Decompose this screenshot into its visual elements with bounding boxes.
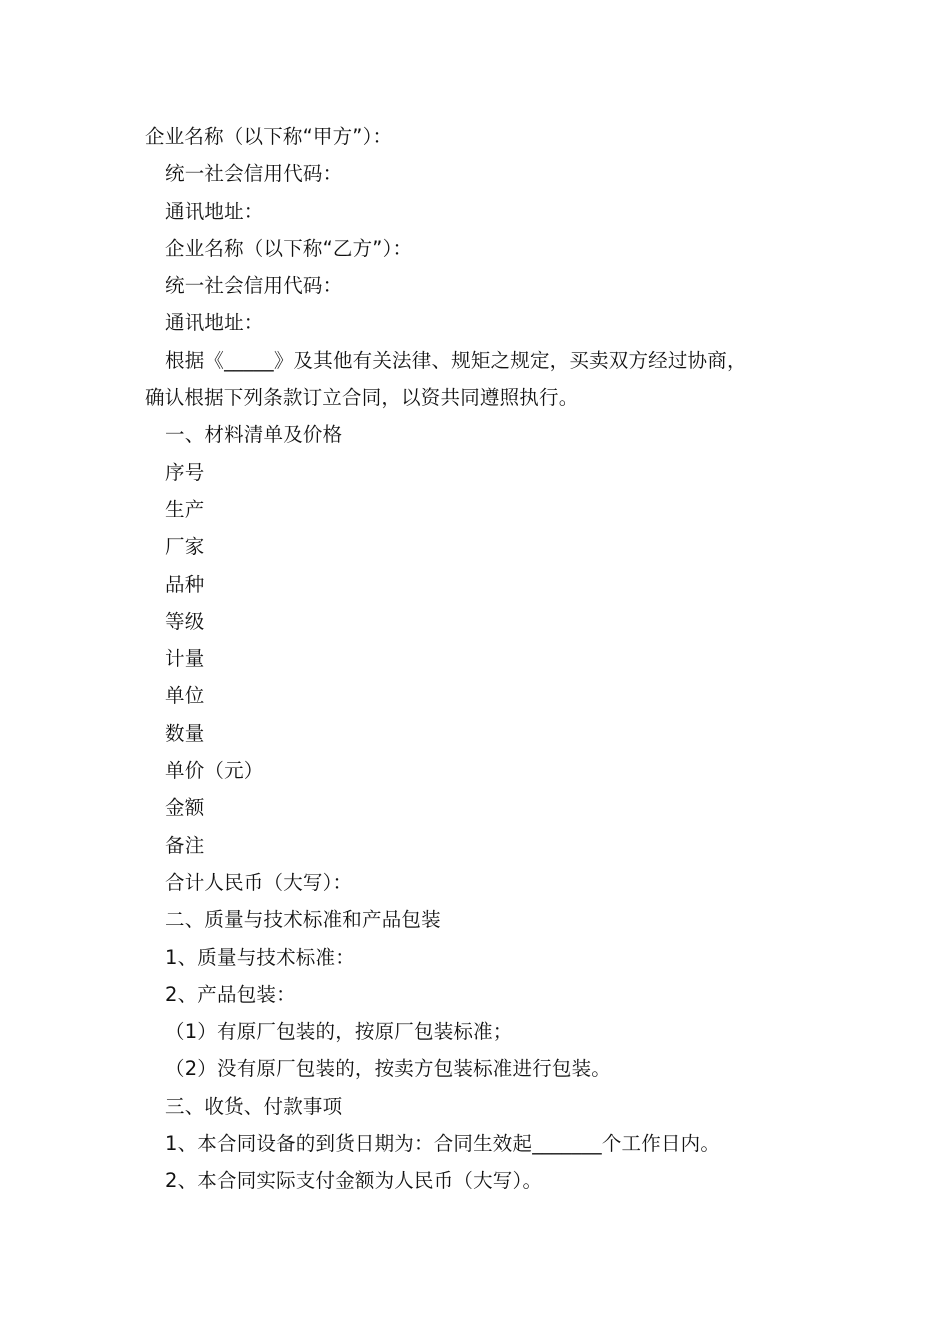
section-1-heading: 一、材料清单及价格 <box>165 423 343 447</box>
material-field-quantity: 数量 <box>165 721 205 745</box>
document-body <box>145 118 835 1200</box>
preamble-line-2: 确认根据下列条款订立合同，以资共同遵照执行。 <box>145 386 579 410</box>
material-field-unit-price: 单价（元） <box>165 759 264 783</box>
party-a-name-line: 企业名称（以下称“甲方”）： <box>145 125 393 148</box>
party-b-credit-code-line: 统一社会信用代码： <box>165 274 343 298</box>
material-field-amount: 金额 <box>165 796 205 820</box>
preamble-line-1: 根据《_____》及其他有关法律、规矩之规定，买卖双方经过协商， <box>165 348 747 372</box>
delivery-date-line: 1、本合同设备的到货日期为：合同生效起_______个工作日内。 <box>165 1132 721 1156</box>
packaging-line: 2、产品包装： <box>165 982 296 1006</box>
party-a-address-line: 通讯地址： <box>165 199 264 223</box>
material-field-manufacturer: 厂家 <box>165 535 205 559</box>
packaging-clause-1: （1）有原厂包装的，按原厂包装标准； <box>165 1020 513 1044</box>
packaging-clause-2: （2）没有原厂包装的，按卖方包装标准进行包装。 <box>165 1057 612 1081</box>
section-3-heading: 三、收货、付款事项 <box>165 1094 343 1118</box>
material-field-unit: 单位 <box>165 684 205 708</box>
party-a-credit-code-line: 统一社会信用代码： <box>165 162 343 186</box>
material-field-serial: 序号 <box>165 460 205 484</box>
material-field-variety: 品种 <box>165 572 205 596</box>
section-2-heading: 二、质量与技术标准和产品包装 <box>165 908 441 932</box>
party-b-name-line: 企业名称（以下称“乙方”）： <box>165 236 413 260</box>
material-field-measure: 计量 <box>165 647 205 671</box>
material-field-grade: 等级 <box>165 609 205 633</box>
party-b-address-line: 通讯地址： <box>165 311 264 335</box>
payment-amount-line: 2、本合同实际支付金额为人民币（大写）。 <box>165 1169 543 1193</box>
material-field-remarks: 备注 <box>165 833 205 857</box>
material-field-production: 生产 <box>165 497 205 521</box>
quality-standard-line: 1、质量与技术标准： <box>165 945 355 969</box>
total-rmb-line: 合计人民币（大写）： <box>165 870 353 894</box>
